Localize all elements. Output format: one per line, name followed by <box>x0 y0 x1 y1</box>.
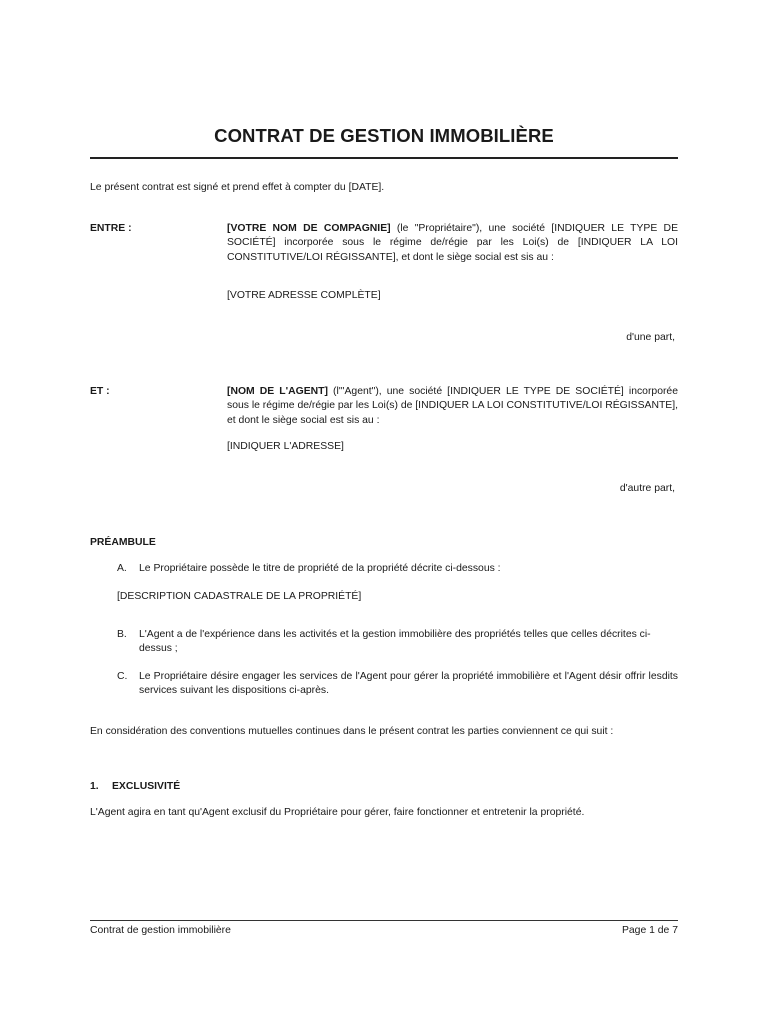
party1-paragraph <box>227 222 678 265</box>
preamble-item-c: Le Propriétaire désire engager les services de l'Agent pour gérer la propriété immobilière et l'Agent désir offrir lesdits services suivant les dispositions ci-après. <box>139 671 678 697</box>
preamble-item-b-letter: B. <box>117 629 127 640</box>
section1-paragraph: L'Agent agira en tant qu'Agent exclusif du Propriétaire pour gérer, faire fonctionner et entretenir la propriété. <box>90 807 585 818</box>
title-divider <box>90 157 678 159</box>
party2-label: ET : <box>90 386 110 397</box>
party2-address: [INDIQUER L'ADRESSE] <box>227 441 344 452</box>
footer-divider <box>90 920 678 921</box>
page-number: Page 1 de 7 <box>621 925 678 936</box>
intro-paragraph: Le présent contrat est signé et prend effet à compter du [DATE]. <box>90 182 385 193</box>
preamble-item-a: Le Propriétaire possède le titre de propriété de la propriété décrite ci-dessous : <box>139 563 501 574</box>
party1-closing: d'une part, <box>626 332 675 343</box>
party2-closing: d'autre part, <box>619 483 675 494</box>
property-description: [DESCRIPTION CADASTRALE DE LA PROPRIÉTÉ] <box>117 591 362 602</box>
preamble-item-c-letter: C. <box>117 671 128 682</box>
consideration-paragraph: En considération des conventions mutuelles continues dans le présent contrat les parties conviennent ce qui suit : <box>90 726 614 737</box>
party2-paragraph <box>227 385 678 428</box>
footer-title: Contrat de gestion immobilière <box>90 925 231 936</box>
document-title: CONTRAT DE GESTION IMMOBILIÈRE <box>214 125 554 146</box>
section1-heading: EXCLUSIVITÉ <box>112 781 181 792</box>
party1-label: ENTRE : <box>90 223 132 234</box>
party2-text: (l'"Agent"), une société [INDIQUER LE TYPE DE SOCIÉTÉ] incorporée sous le régime de/régie par les Loi(s) de [INDIQUER LA LOI CONSTITUTIVE/LOI RÉGISSANTE], et dont le siège social est sis au : <box>227 386 678 426</box>
section1-number: 1. <box>90 781 99 792</box>
preamble-item-a-letter: A. <box>117 563 127 574</box>
party1-text: (le "Propriétaire"), une société [INDIQUER LE TYPE DE SOCIÉTÉ] incorporée sous le régime de/régie par les Loi(s) de [INDIQUER LA LOI CONSTITUTIVE/LOI RÉGISSANTE], et dont le siège social est sis au : <box>227 223 678 263</box>
party1-address: [VOTRE ADRESSE COMPLÈTE] <box>227 290 381 301</box>
preamble-heading: PRÉAMBULE <box>90 537 156 548</box>
party2-name: [NOM DE L'AGENT] <box>227 386 328 397</box>
preamble-item-b: L'Agent a de l'expérience dans les activités et la gestion immobilière des propriétés telles que celles décrites ci-dessus ; <box>139 629 651 655</box>
party1-name: [VOTRE NOM DE COMPAGNIE] <box>227 223 391 234</box>
